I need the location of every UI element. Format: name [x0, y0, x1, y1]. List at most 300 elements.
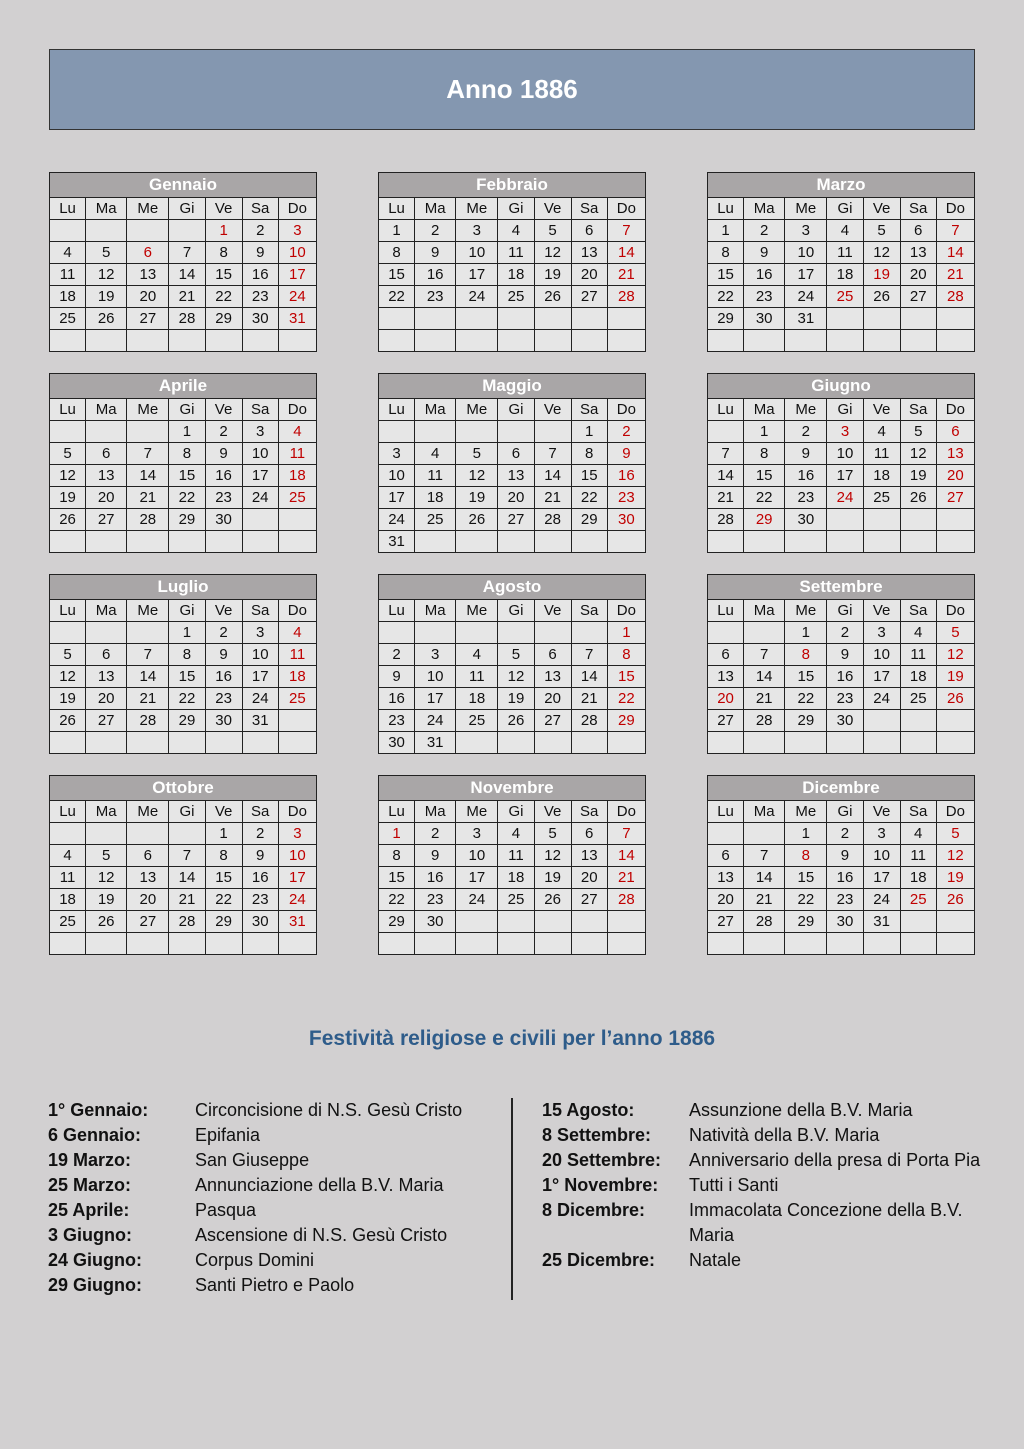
empty-day-cell: [936, 509, 974, 531]
empty-day-cell: [571, 531, 607, 553]
empty-day-cell: [863, 308, 900, 330]
day-cell: 1: [744, 421, 785, 443]
empty-day-cell: [242, 531, 278, 553]
day-cell: 5: [534, 823, 571, 845]
day-cell: 29: [708, 308, 744, 330]
month-name: Dicembre: [708, 776, 975, 801]
empty-day-cell: [744, 732, 785, 754]
weekday-label: Lu: [708, 801, 744, 823]
day-cell: 3: [785, 220, 827, 242]
weekday-label: Ma: [86, 600, 127, 622]
empty-day-cell: [498, 531, 534, 553]
day-cell: 20: [571, 264, 607, 286]
empty-day-cell: [827, 509, 863, 531]
day-cell: 28: [127, 710, 169, 732]
empty-day-cell: [744, 330, 785, 352]
empty-day-cell: [127, 330, 169, 352]
day-cell: 15: [379, 264, 415, 286]
day-cell: 5: [50, 443, 86, 465]
day-cell: 13: [86, 666, 127, 688]
day-cell: 1: [379, 220, 415, 242]
holiday-name: San Giuseppe: [195, 1150, 310, 1170]
day-cell: 25: [278, 688, 316, 710]
day-cell: 15: [169, 666, 205, 688]
empty-day-cell: [936, 710, 974, 732]
empty-day-cell: [571, 911, 607, 933]
empty-day-cell: [534, 308, 571, 330]
holiday-row: [48, 1148, 508, 1173]
day-cell: 25: [863, 487, 900, 509]
holiday-row: [542, 1248, 982, 1273]
day-cell: 25: [498, 889, 534, 911]
day-cell: 2: [607, 421, 645, 443]
day-cell: 18: [415, 487, 456, 509]
day-cell: 13: [900, 242, 936, 264]
day-cell: 19: [86, 889, 127, 911]
day-cell: 22: [571, 487, 607, 509]
weekday-label: Do: [278, 600, 316, 622]
day-cell: 20: [708, 688, 744, 710]
day-cell: 8: [785, 845, 827, 867]
month-table-novembre: [378, 775, 646, 955]
weekday-label: Sa: [900, 600, 936, 622]
day-cell: 6: [86, 644, 127, 666]
day-cell: 27: [900, 286, 936, 308]
weekday-label: Lu: [379, 801, 415, 823]
day-cell: 13: [534, 666, 571, 688]
empty-day-cell: [415, 933, 456, 955]
day-cell: 19: [936, 867, 974, 889]
empty-day-cell: [498, 308, 534, 330]
day-cell: 5: [50, 644, 86, 666]
empty-day-cell: [278, 933, 316, 955]
empty-day-cell: [205, 330, 242, 352]
empty-day-cell: [127, 421, 169, 443]
day-cell: 26: [534, 889, 571, 911]
day-cell: 1: [708, 220, 744, 242]
day-cell: 24: [456, 889, 498, 911]
day-cell: 18: [863, 465, 900, 487]
day-cell: 9: [205, 443, 242, 465]
day-cell: 11: [827, 242, 863, 264]
day-cell: 1: [571, 421, 607, 443]
empty-day-cell: [379, 933, 415, 955]
day-cell: 2: [205, 421, 242, 443]
weekday-label: Sa: [900, 198, 936, 220]
day-cell: 13: [936, 443, 974, 465]
month-name: Maggio: [379, 374, 646, 399]
holiday-row: [48, 1123, 508, 1148]
day-cell: 3: [242, 421, 278, 443]
day-cell: 18: [456, 688, 498, 710]
day-cell: 4: [900, 622, 936, 644]
day-cell: 18: [278, 465, 316, 487]
day-cell: 11: [498, 242, 534, 264]
empty-day-cell: [900, 933, 936, 955]
day-cell: 14: [571, 666, 607, 688]
day-cell: 1: [785, 823, 827, 845]
day-cell: 14: [607, 242, 645, 264]
day-cell: 23: [415, 286, 456, 308]
empty-day-cell: [936, 732, 974, 754]
day-cell: 12: [936, 845, 974, 867]
day-cell: 28: [936, 286, 974, 308]
empty-day-cell: [50, 421, 86, 443]
day-cell: 4: [50, 242, 86, 264]
day-cell: 17: [456, 867, 498, 889]
holiday-name: Assunzione della B.V. Maria: [689, 1100, 913, 1120]
holiday-row: [48, 1273, 508, 1298]
empty-day-cell: [498, 330, 534, 352]
day-cell: 4: [498, 220, 534, 242]
day-cell: 8: [205, 242, 242, 264]
day-cell: 19: [534, 867, 571, 889]
day-cell: 7: [127, 443, 169, 465]
day-cell: 30: [205, 509, 242, 531]
day-cell: 5: [936, 823, 974, 845]
empty-day-cell: [708, 531, 744, 553]
day-cell: 27: [127, 308, 169, 330]
day-cell: 24: [827, 487, 863, 509]
empty-day-cell: [278, 732, 316, 754]
day-cell: 8: [571, 443, 607, 465]
day-cell: 28: [571, 710, 607, 732]
day-cell: 21: [744, 889, 785, 911]
empty-day-cell: [379, 421, 415, 443]
weekday-label: Ma: [415, 198, 456, 220]
day-cell: 2: [785, 421, 827, 443]
empty-day-cell: [86, 933, 127, 955]
empty-day-cell: [278, 330, 316, 352]
day-cell: 20: [127, 286, 169, 308]
day-cell: 10: [242, 443, 278, 465]
day-cell: 28: [607, 889, 645, 911]
holiday-date: 3 Giugno:: [48, 1225, 132, 1245]
weekday-label: Gi: [169, 198, 205, 220]
month-name: Luglio: [50, 575, 317, 600]
day-cell: 24: [278, 889, 316, 911]
holiday-row: [542, 1148, 982, 1173]
day-cell: 1: [379, 823, 415, 845]
holiday-name: Tutti i Santi: [689, 1175, 779, 1195]
day-cell: 22: [785, 889, 827, 911]
day-cell: 3: [827, 421, 863, 443]
weekday-label: Gi: [498, 198, 534, 220]
empty-day-cell: [205, 531, 242, 553]
weekday-label: Do: [278, 198, 316, 220]
empty-day-cell: [571, 308, 607, 330]
day-cell: 21: [127, 487, 169, 509]
day-cell: 23: [415, 889, 456, 911]
day-cell: 6: [708, 644, 744, 666]
month-name: Aprile: [50, 374, 317, 399]
empty-day-cell: [50, 330, 86, 352]
weekday-label: Ve: [205, 801, 242, 823]
day-cell: 25: [278, 487, 316, 509]
month-name: Marzo: [708, 173, 975, 198]
day-cell: 7: [127, 644, 169, 666]
month-table-maggio: [378, 373, 646, 553]
day-cell: 17: [456, 264, 498, 286]
day-cell: 9: [415, 242, 456, 264]
holidays-title: Festività religiose e civili per l’anno 1886: [308, 1027, 716, 1050]
day-cell: 6: [571, 823, 607, 845]
weekday-label: Gi: [169, 600, 205, 622]
day-cell: 29: [744, 509, 785, 531]
month-name: Febbraio: [379, 173, 646, 198]
empty-day-cell: [936, 933, 974, 955]
day-cell: 25: [415, 509, 456, 531]
day-cell: 27: [86, 509, 127, 531]
holiday-date: 25 Aprile:: [48, 1200, 130, 1220]
day-cell: 29: [785, 710, 827, 732]
empty-day-cell: [708, 933, 744, 955]
day-cell: 18: [278, 666, 316, 688]
weekday-label: Me: [785, 198, 827, 220]
holidays-divider: [511, 1098, 513, 1300]
day-cell: 16: [827, 666, 863, 688]
day-cell: 7: [169, 242, 205, 264]
empty-day-cell: [607, 732, 645, 754]
empty-day-cell: [127, 220, 169, 242]
day-cell: 11: [50, 867, 86, 889]
empty-day-cell: [498, 911, 534, 933]
day-cell: 13: [86, 465, 127, 487]
day-cell: 1: [205, 220, 242, 242]
day-cell: 2: [744, 220, 785, 242]
day-cell: 7: [708, 443, 744, 465]
day-cell: 20: [936, 465, 974, 487]
day-cell: 22: [205, 286, 242, 308]
day-cell: 29: [607, 710, 645, 732]
day-cell: 29: [379, 911, 415, 933]
day-cell: 26: [50, 509, 86, 531]
weekday-label: Lu: [379, 399, 415, 421]
empty-day-cell: [498, 622, 534, 644]
day-cell: 4: [415, 443, 456, 465]
day-cell: 7: [744, 644, 785, 666]
day-cell: 20: [900, 264, 936, 286]
holiday-name: Natale: [689, 1250, 742, 1270]
empty-day-cell: [863, 933, 900, 955]
empty-day-cell: [415, 622, 456, 644]
weekday-label: Ve: [863, 198, 900, 220]
day-cell: 14: [607, 845, 645, 867]
day-cell: 21: [708, 487, 744, 509]
day-cell: 23: [785, 487, 827, 509]
weekday-label: Sa: [242, 801, 278, 823]
empty-day-cell: [607, 933, 645, 955]
weekday-label: Ve: [205, 198, 242, 220]
day-cell: 12: [50, 666, 86, 688]
empty-day-cell: [571, 933, 607, 955]
empty-day-cell: [900, 911, 936, 933]
day-cell: 20: [571, 867, 607, 889]
weekday-label: Sa: [571, 801, 607, 823]
day-cell: 16: [607, 465, 645, 487]
day-cell: 11: [498, 845, 534, 867]
day-cell: 31: [785, 308, 827, 330]
day-cell: 6: [127, 242, 169, 264]
day-cell: 16: [242, 264, 278, 286]
day-cell: 18: [498, 264, 534, 286]
weekday-label: Ma: [744, 600, 785, 622]
day-cell: 8: [169, 644, 205, 666]
day-cell: 24: [415, 710, 456, 732]
month-table-febbraio: [378, 172, 646, 352]
day-cell: 15: [205, 264, 242, 286]
weekday-label: Me: [127, 600, 169, 622]
day-cell: 27: [571, 889, 607, 911]
day-cell: 17: [278, 264, 316, 286]
day-cell: 23: [205, 487, 242, 509]
weekday-label: Do: [936, 198, 974, 220]
empty-day-cell: [242, 732, 278, 754]
month-name: Novembre: [379, 776, 646, 801]
holiday-row: [542, 1173, 982, 1198]
empty-day-cell: [827, 330, 863, 352]
empty-day-cell: [936, 330, 974, 352]
day-cell: 7: [936, 220, 974, 242]
day-cell: 17: [242, 666, 278, 688]
day-cell: 5: [498, 644, 534, 666]
day-cell: 31: [242, 710, 278, 732]
day-cell: 21: [169, 889, 205, 911]
day-cell: 30: [415, 911, 456, 933]
empty-day-cell: [534, 933, 571, 955]
day-cell: 27: [86, 710, 127, 732]
day-cell: 8: [744, 443, 785, 465]
day-cell: 16: [205, 666, 242, 688]
day-cell: 19: [50, 688, 86, 710]
day-cell: 27: [571, 286, 607, 308]
day-cell: 16: [785, 465, 827, 487]
weekday-label: Me: [456, 198, 498, 220]
day-cell: 6: [498, 443, 534, 465]
day-cell: 25: [827, 286, 863, 308]
empty-day-cell: [827, 308, 863, 330]
weekday-label: Lu: [50, 600, 86, 622]
day-cell: 12: [456, 465, 498, 487]
weekday-label: Ve: [863, 801, 900, 823]
holiday-date: 6 Gennaio:: [48, 1125, 142, 1145]
day-cell: 24: [863, 688, 900, 710]
weekday-label: Lu: [708, 399, 744, 421]
day-cell: 15: [205, 867, 242, 889]
weekday-label: Sa: [242, 399, 278, 421]
weekday-label: Do: [936, 801, 974, 823]
holidays-list-left: [48, 1098, 508, 1298]
day-cell: 10: [827, 443, 863, 465]
day-cell: 9: [242, 242, 278, 264]
day-cell: 8: [379, 845, 415, 867]
day-cell: 30: [242, 911, 278, 933]
day-cell: 10: [415, 666, 456, 688]
day-cell: 9: [379, 666, 415, 688]
day-cell: 24: [278, 286, 316, 308]
day-cell: 11: [278, 644, 316, 666]
empty-day-cell: [379, 622, 415, 644]
day-cell: 22: [785, 688, 827, 710]
empty-day-cell: [456, 330, 498, 352]
weekday-label: Sa: [571, 198, 607, 220]
day-cell: 7: [169, 845, 205, 867]
weekday-label: Ve: [863, 600, 900, 622]
empty-day-cell: [534, 330, 571, 352]
day-cell: 23: [607, 487, 645, 509]
day-cell: 13: [127, 264, 169, 286]
day-cell: 2: [379, 644, 415, 666]
day-cell: 24: [785, 286, 827, 308]
holiday-date: 8 Dicembre:: [542, 1200, 646, 1220]
weekday-label: Lu: [50, 399, 86, 421]
day-cell: 13: [571, 845, 607, 867]
weekday-label: Gi: [169, 399, 205, 421]
day-cell: 13: [571, 242, 607, 264]
empty-day-cell: [127, 531, 169, 553]
day-cell: 7: [607, 823, 645, 845]
day-cell: 17: [863, 666, 900, 688]
holiday-name: Corpus Domini: [195, 1250, 315, 1270]
day-cell: 16: [242, 867, 278, 889]
day-cell: 18: [50, 889, 86, 911]
day-cell: 4: [50, 845, 86, 867]
day-cell: 2: [827, 823, 863, 845]
weekday-label: Ma: [415, 801, 456, 823]
day-cell: 16: [379, 688, 415, 710]
day-cell: 13: [708, 666, 744, 688]
day-cell: 29: [785, 911, 827, 933]
day-cell: 24: [242, 487, 278, 509]
day-cell: 23: [242, 286, 278, 308]
holiday-row: [542, 1123, 982, 1148]
weekday-label: Lu: [50, 801, 86, 823]
day-cell: 11: [863, 443, 900, 465]
day-cell: 17: [415, 688, 456, 710]
empty-day-cell: [785, 732, 827, 754]
day-cell: 23: [379, 710, 415, 732]
empty-day-cell: [86, 220, 127, 242]
empty-day-cell: [456, 622, 498, 644]
day-cell: 5: [534, 220, 571, 242]
weekday-label: Sa: [900, 399, 936, 421]
empty-day-cell: [900, 531, 936, 553]
day-cell: 30: [827, 911, 863, 933]
empty-day-cell: [415, 308, 456, 330]
empty-day-cell: [900, 308, 936, 330]
day-cell: 18: [900, 666, 936, 688]
day-cell: 3: [456, 823, 498, 845]
holiday-row: [48, 1248, 508, 1273]
day-cell: 14: [744, 867, 785, 889]
weekday-label: Lu: [50, 198, 86, 220]
day-cell: 15: [708, 264, 744, 286]
day-cell: 2: [242, 220, 278, 242]
day-cell: 4: [863, 421, 900, 443]
day-cell: 31: [278, 308, 316, 330]
day-cell: 9: [827, 845, 863, 867]
day-cell: 15: [785, 867, 827, 889]
day-cell: 17: [242, 465, 278, 487]
day-cell: 9: [827, 644, 863, 666]
weekday-label: Me: [785, 600, 827, 622]
day-cell: 5: [863, 220, 900, 242]
empty-day-cell: [785, 933, 827, 955]
day-cell: 12: [936, 644, 974, 666]
day-cell: 10: [278, 845, 316, 867]
day-cell: 22: [607, 688, 645, 710]
empty-day-cell: [498, 421, 534, 443]
